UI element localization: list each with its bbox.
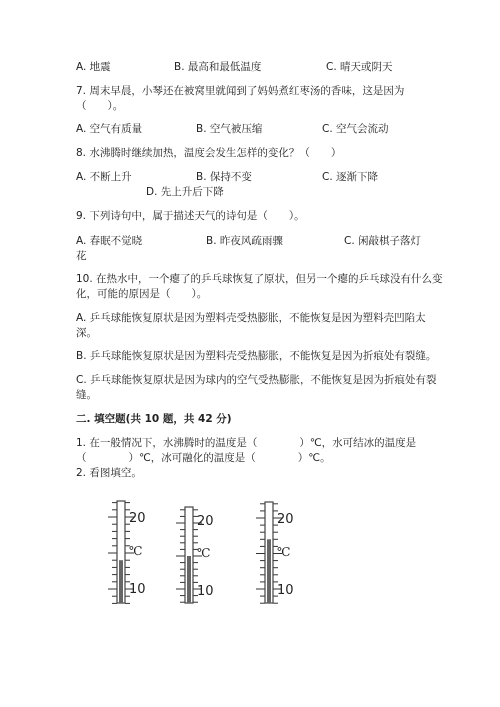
thermometer-2-label-10: 10 xyxy=(197,584,214,599)
q7-stem-line1: 7. 周末早晨，小琴还在被窝里就闻到了妈妈煮红枣汤的香味，这是因为 xyxy=(76,85,405,97)
thermometer-1-unit: ℃ xyxy=(129,544,143,558)
thermometer-2-label-20: 20 xyxy=(197,514,214,529)
thermometer-1-label-10: 10 xyxy=(129,582,146,597)
q9-option-c-continued: 花 xyxy=(76,250,87,262)
q9-option-a: A. 春眠不觉晓 xyxy=(76,235,143,247)
thermometer-3-unit: ℃ xyxy=(277,545,291,559)
q7-option-a: A. 空气有质量 xyxy=(76,123,143,135)
q7-option-c: C. 空气会流动 xyxy=(322,123,389,135)
thermometer-2-unit: ℃ xyxy=(197,546,211,560)
q10-option-b: B. 乒乓球能恢复原状是因为塑料壳受热膨胀，不能恢复是因为折痕处有裂缝。 xyxy=(76,350,437,362)
q9-option-c: C. 闲敲棋子落灯 xyxy=(344,235,422,247)
thermometer-3 xyxy=(240,498,306,607)
q7-option-b: B. 空气被压缩 xyxy=(196,123,263,135)
thermometer-3-label-20: 20 xyxy=(277,512,294,527)
thermometer-1-label-20: 20 xyxy=(129,511,146,526)
q8-option-a: A. 不断上升 xyxy=(76,171,132,183)
q8-option-c: C. 逐渐下降 xyxy=(322,171,379,183)
q7-stem-line2: （ ）。 xyxy=(76,100,124,112)
q10-stem-line2: 化，可能的原因是（ ）。 xyxy=(76,288,208,300)
thermometer-2-svg xyxy=(160,503,226,607)
q9-stem: 9. 下列诗句中，属于描述天气的诗句是（ ）。 xyxy=(76,210,305,222)
q8-option-b: B. 保持不变 xyxy=(196,171,252,183)
q10-option-c-line1: C. 乒乓球能恢复原状是因为球内的空气受热膨胀，不能恢复是因为折痕处有裂 xyxy=(76,374,437,386)
section-title: 二. 填空题(共 10 题，共 42 分) xyxy=(76,413,232,425)
q10-option-c-line2: 缝。 xyxy=(76,389,97,401)
thermometer-1-svg xyxy=(92,497,158,607)
q8-stem: 8. 水沸腾时继续加热，温度会发生怎样的变化？（ ） xyxy=(76,147,342,159)
q10-option-a-line2: 深。 xyxy=(76,327,97,339)
q8-option-d: D. 先上升后下降 xyxy=(146,186,224,198)
q6-option-b: B. 最高和最低温度 xyxy=(174,61,262,73)
q6-option-a: A. 地震 xyxy=(76,61,111,73)
q9-option-b: B. 昨夜风疏雨骤 xyxy=(206,235,283,247)
thermometer-liquid xyxy=(187,556,191,603)
fill1-line1: 1. 在一般情况下，水沸腾时的温度是（ ）℃，水可结冰的温度是 xyxy=(76,437,417,449)
thermometer-2 xyxy=(160,503,226,607)
thermometer-3-label-10: 10 xyxy=(277,583,294,598)
fill2-stem: 2. 看图填空。 xyxy=(76,467,142,479)
thermometer-1 xyxy=(92,497,158,607)
thermometer-3-svg xyxy=(240,498,306,607)
thermometer-liquid xyxy=(119,560,123,603)
thermometer-liquid xyxy=(267,539,271,603)
q6-option-c: C. 晴天或阴天 xyxy=(326,61,393,73)
q10-option-a-line1: A. 乒乓球能恢复原状是因为塑料壳受热膨胀，不能恢复是因为塑料壳凹陷太 xyxy=(76,312,426,324)
q10-stem-line1: 10. 在热水中，一个瘪了的乒乓球恢复了原状，但另一个瘪的乒乓球没有什么变 xyxy=(76,273,443,285)
fill1-line2: （ ）℃，冰可融化的温度是（ ）℃。 xyxy=(76,452,331,464)
